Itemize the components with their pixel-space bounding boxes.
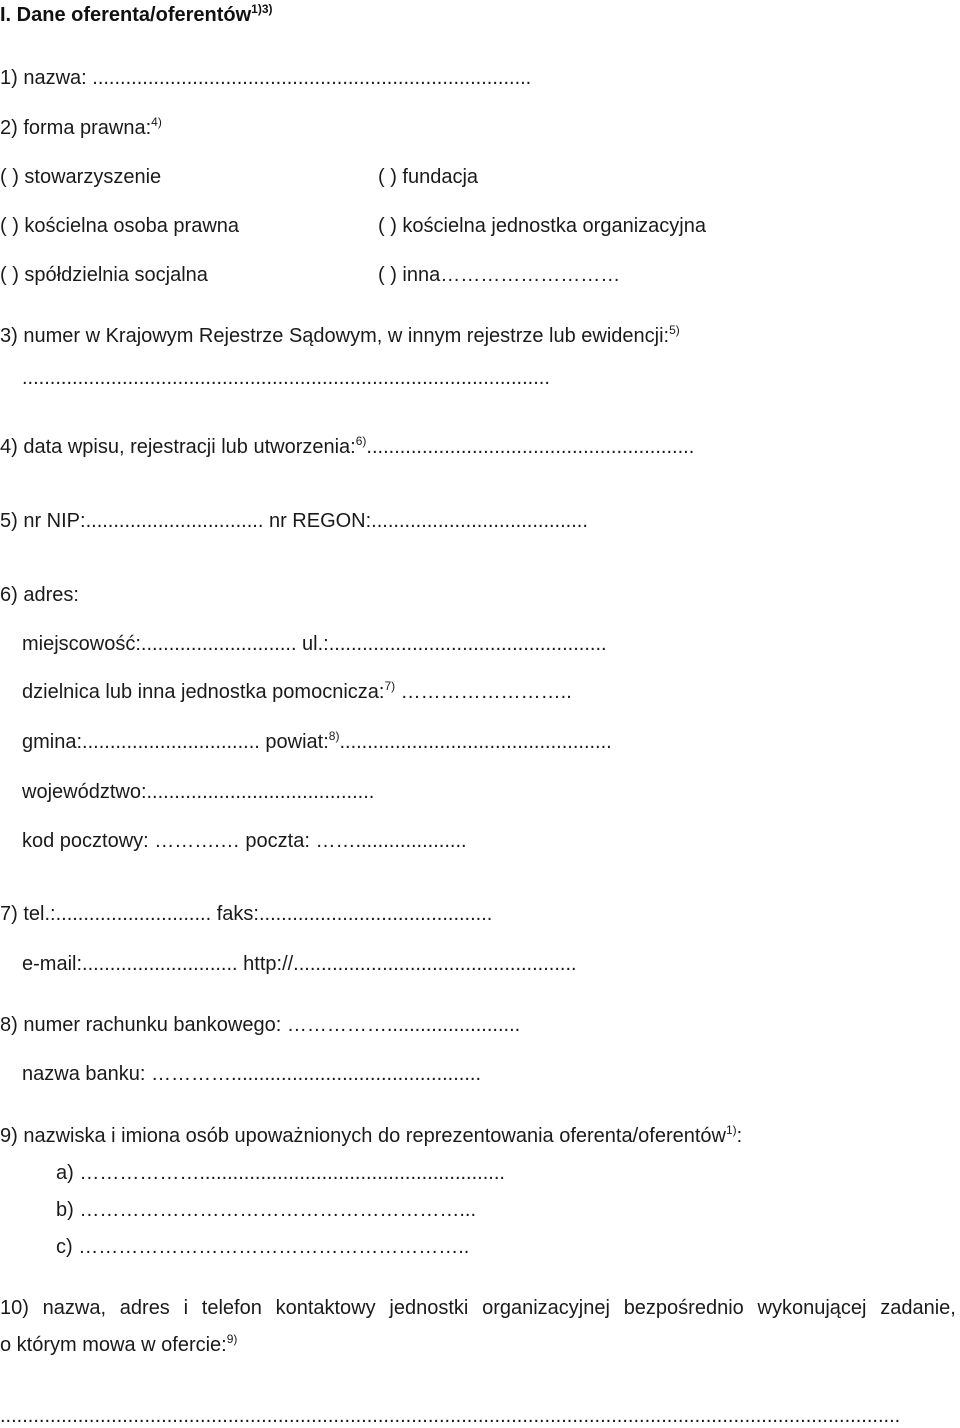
label-word: organizacyjnej xyxy=(482,1297,610,1319)
label-word: telefon xyxy=(201,1297,262,1319)
label-word: bezpośrednio xyxy=(623,1297,744,1319)
field-dots: ................................................. xyxy=(339,731,612,753)
field-district[interactable] xyxy=(22,680,572,704)
field-address-label: 6) adres: xyxy=(0,584,79,606)
footnote-ref: 1) xyxy=(726,1123,737,1137)
field-label: o którym mowa w ofercie: xyxy=(0,1334,227,1356)
legal-form-option-church-legal-person[interactable]: ( ) kościelna osoba prawna xyxy=(0,215,240,237)
field-label: 2) forma prawna: xyxy=(0,117,152,139)
legal-form-option-foundation[interactable]: ( ) fundacja xyxy=(378,166,479,188)
field-gmina-powiat[interactable] xyxy=(22,730,612,754)
field-representative-b[interactable]: b) …………………………………………………... xyxy=(56,1199,477,1221)
field-register-number-label xyxy=(0,324,680,348)
label-word: zadanie, xyxy=(880,1297,956,1319)
section-title xyxy=(0,3,273,27)
field-name[interactable]: 1) nazwa: ............................................................................... xyxy=(0,67,532,89)
field-bank-name[interactable]: nazwa banku: …………............................................. xyxy=(22,1063,482,1085)
field-email-www[interactable]: e-mail:............................ http://................................................... xyxy=(22,953,577,975)
label-word: jednostki xyxy=(389,1297,469,1319)
field-label: 3) numer w Krajowym Rejestrze Sądowym, w innym rejestrze lub ewidencji: xyxy=(0,325,670,347)
label-word: wykonującej xyxy=(757,1297,867,1319)
field-unit-label-line1 xyxy=(0,1296,956,1320)
field-colon: : xyxy=(736,1125,743,1147)
field-unit[interactable]: .................................................................................................................................................................. xyxy=(0,1405,901,1427)
field-representatives-label xyxy=(0,1124,742,1148)
legal-form-option-association[interactable]: ( ) stowarzyszenie xyxy=(0,166,162,188)
label-word: nazwa, xyxy=(42,1297,107,1319)
section-title-text: I. Dane oferenta/oferentów xyxy=(0,4,252,26)
field-city-street[interactable]: miejscowość:............................ ul.:.................................................. xyxy=(22,633,607,655)
field-postal-code[interactable]: kod pocztowy: ……….… poczta: …….................... xyxy=(22,830,467,852)
label-word: adres xyxy=(119,1297,170,1319)
field-label: 9) nazwiska i imiona osób upoważnionych do reprezentowania oferenta/oferentów xyxy=(0,1125,726,1147)
footnote-ref: 9) xyxy=(226,1332,238,1346)
footnote-ref: 1)3) xyxy=(251,2,273,16)
label-word: 10) xyxy=(0,1297,29,1319)
field-representative-c[interactable]: c) ………………………………………………….. xyxy=(56,1236,470,1258)
field-register-number[interactable]: ............................................................................................... xyxy=(22,367,550,389)
legal-form-option-church-unit[interactable]: ( ) kościelna jednostka organizacyjna xyxy=(378,215,706,237)
footnote-ref: 4) xyxy=(151,115,162,129)
field-dots: ........................................................... xyxy=(366,436,695,458)
field-unit-label-line2 xyxy=(0,1333,237,1357)
label-word: kontaktowy xyxy=(275,1297,376,1319)
field-nip-regon[interactable]: 5) nr NIP:................................ nr REGON:....................................... xyxy=(0,510,588,532)
field-dots: …………………….. xyxy=(395,681,572,703)
field-voivodeship[interactable]: województwo:......................................... xyxy=(22,781,375,803)
field-representative-a[interactable]: a) ………………....................................................... xyxy=(56,1162,505,1184)
footnote-ref: 6) xyxy=(355,434,367,448)
field-label: gmina:................................ powiat: xyxy=(22,731,329,753)
footnote-ref: 7) xyxy=(384,679,396,693)
footnote-ref: 5) xyxy=(669,323,680,337)
field-label: dzielnica lub inna jednostka pomocnicza: xyxy=(22,681,385,703)
field-label: 4) data wpisu, rejestracji lub utworzenia: xyxy=(0,436,356,458)
field-bank-account[interactable]: 8) numer rachunku bankowego: ……………........................ xyxy=(0,1014,521,1036)
footnote-ref: 8) xyxy=(328,729,340,743)
label-word: i xyxy=(183,1297,189,1319)
field-registration-date[interactable] xyxy=(0,435,694,459)
legal-form-option-other[interactable]: ( ) inna……………………… xyxy=(378,264,621,286)
legal-form-option-social-cooperative[interactable]: ( ) spółdzielnia socjalna xyxy=(0,264,208,286)
field-phone-fax[interactable]: 7) tel.:............................ faks:.......................................... xyxy=(0,903,493,925)
field-legal-form xyxy=(0,116,162,140)
